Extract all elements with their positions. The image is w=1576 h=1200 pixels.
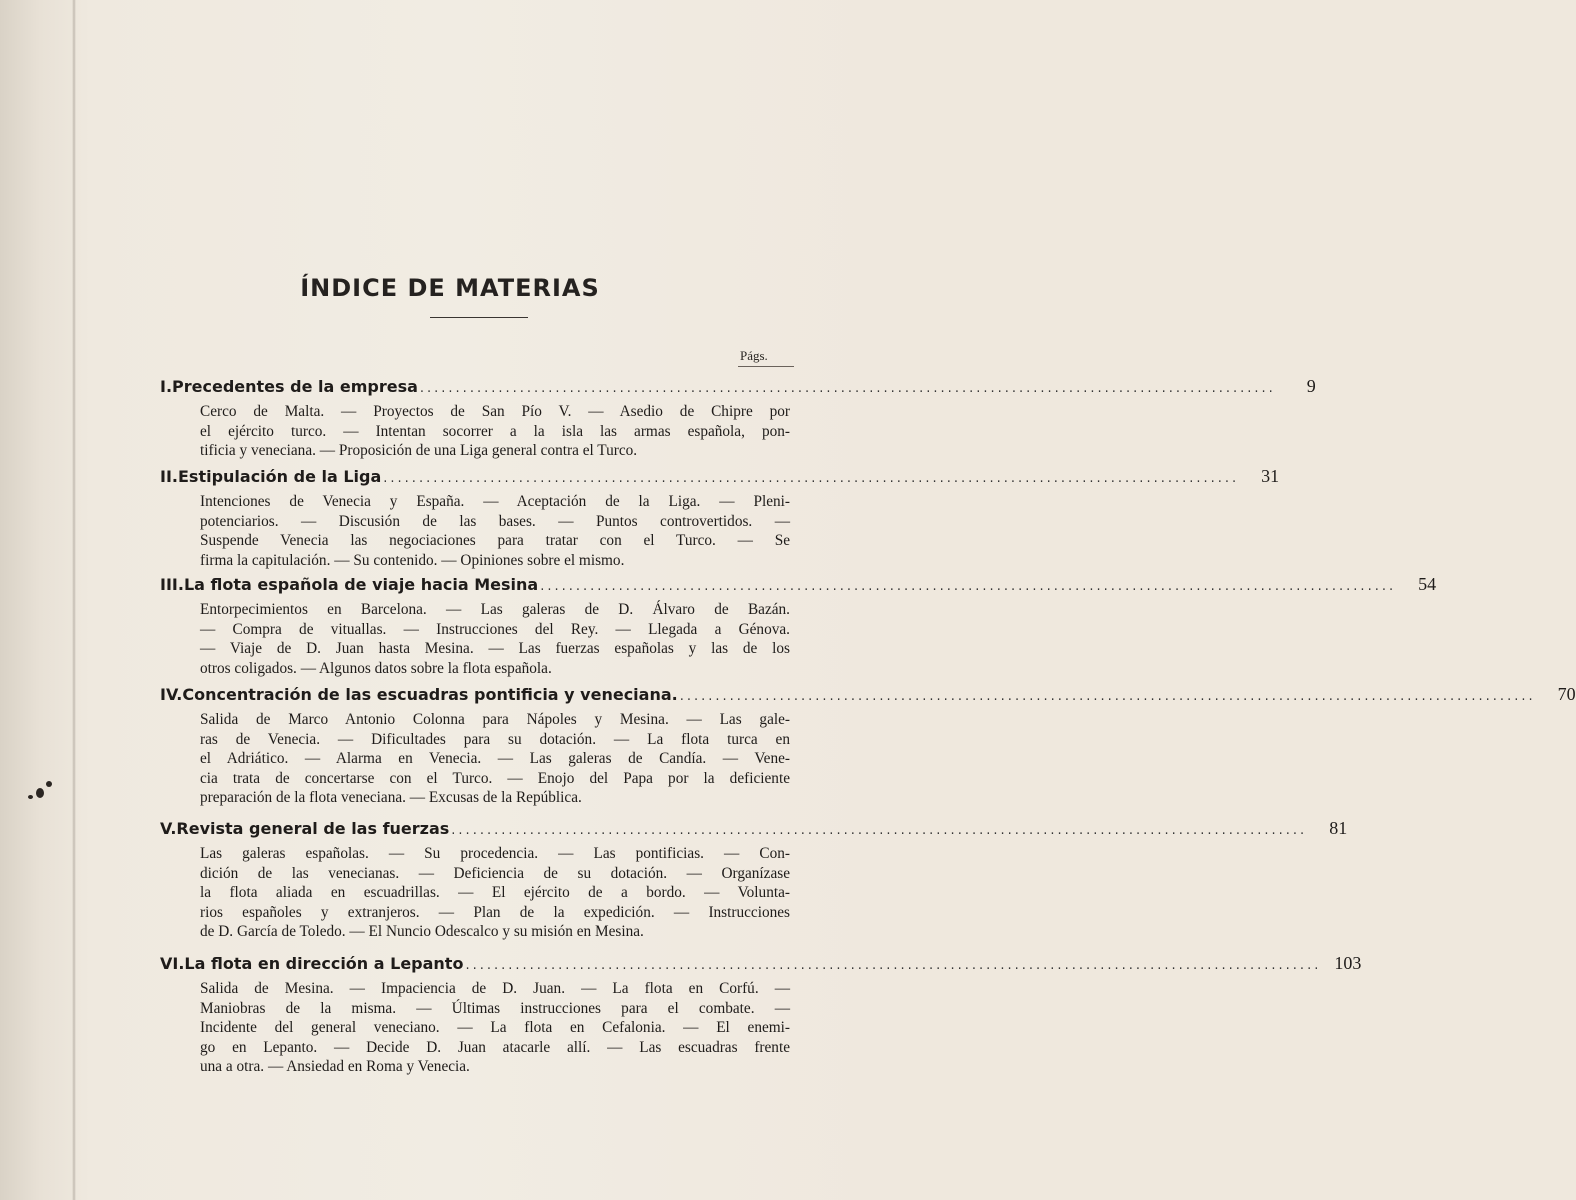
page-number: 81 [1329,818,1348,838]
chapter-summary [160,492,790,570]
chapter-heading [160,376,1316,402]
summary-line: el ejército turco. — Intentan socorrer a la isla las armas española, pon- [200,422,790,440]
summary-line: dición de las venecianas. — Deficiencia de su dotación. — Organízase [200,864,790,882]
leader-dots: ........................................................................................................................ [451,823,1308,838]
chapter-number: V. [160,819,177,838]
summary-line: Salida de Mesina. — Impaciencia de D. Juan. — La flota en Corfú. — [200,980,790,997]
chapter-number: IV. [160,685,183,704]
page-number: 31 [1261,466,1280,486]
chapter-title: La flota en dirección a Lepanto [184,954,464,973]
summary-line: una a otra. — Ansiedad en Roma y Venecia. [200,1058,470,1076]
summary-line: Suspende Venecia las negociaciones para tratar con el Turco. — Se [200,532,790,550]
chapter-number: III. [160,575,184,594]
summary-line: Maniobras de la misma. — Últimas instrucciones para el combate. — [200,999,790,1017]
chapter-summary [160,600,790,678]
contents-entry [160,953,1362,1077]
summary-line: Incidente del general veneciano. — La flota en Cefalonia. — El enemi- [200,1019,790,1037]
page-number: 9 [1306,376,1316,396]
page-number: 103 [1334,953,1362,973]
contents-entry [160,684,1576,808]
summary-line: cia trata de concertarse con el Turco. — Enojo del Papa por la deficiente [200,769,790,787]
page-gutter [72,0,76,1200]
leader-dots: ........................................................................................................................ [383,471,1240,486]
chapter-title: Revista general de las fuerzas [176,819,450,838]
leader-dots: ........................................................................................................................ [465,958,1322,973]
ink-stain [46,781,52,787]
chapter-title: Concentración de las escuadras pontificia y veneciana. [182,685,678,704]
summary-line: rios españoles y extranjeros. — Plan de la expedición. — Instrucciones [200,903,790,921]
chapter-number: II. [160,467,178,486]
page-number: 70 [1557,684,1576,704]
chapter-heading [160,466,1280,492]
summary-line: preparación de la flota veneciana. — Excusas de la República. [200,789,582,807]
summary-line: Las galeras españolas. — Su procedencia. — Las pontificias. — Con- [200,845,790,862]
contents-entry [160,574,1437,678]
summary-line: Salida de Marco Antonio Colonna para Nápoles y Mesina. — Las gale- [200,711,790,728]
summary-line: otros coligados. — Algunos datos sobre la flota española. [200,659,552,677]
chapter-heading [160,574,1437,600]
chapter-title: Precedentes de la empresa [172,377,418,396]
leader-dots: ........................................................................................................................ [679,689,1536,704]
leader-dots: ........................................................................................................................ [540,579,1397,594]
chapter-title: La flota española de viaje hacia Mesina [183,575,539,594]
page-number: 54 [1418,574,1437,594]
contents-entry [160,818,1348,942]
chapter-summary [160,844,790,942]
summary-line: Intenciones de Venecia y España. — Aceptación de la Liga. — Pleni- [200,493,790,510]
chapter-number: VI. [160,954,185,973]
title-rule [430,317,528,318]
ink-stain [36,788,44,798]
summary-line: Cerco de Malta. — Proyectos de San Pío V. — Asedio de Chipre por [200,403,790,420]
contents-entry [160,376,1316,461]
chapter-number: I. [160,377,173,396]
summary-line: — Viaje de D. Juan hasta Mesina. — Las fuerzas españolas y las de los [200,640,790,658]
summary-line: tificia y veneciana. — Proposición de una Liga general contra el Turco. [200,442,638,460]
chapter-summary [160,710,790,808]
pages-label-rule [738,366,794,367]
summary-line: go en Lepanto. — Decide D. Juan atacarle allí. — Las escuadras frente [200,1038,790,1056]
chapter-heading [160,684,1576,710]
summary-line: de D. García de Toledo. — El Nuncio Odescalco y su misión en Mesina. [200,923,644,941]
page-title: ÍNDICE DE MATERIAS [300,274,600,302]
ink-stain [28,795,33,799]
pages-column-label: Págs. [740,348,768,363]
chapter-heading [160,818,1348,844]
summary-line: — Compra de vituallas. — Instrucciones del Rey. — Llegada a Génova. [200,620,790,638]
chapter-title: Estipulación de la Liga [177,467,382,486]
summary-line: el Adriático. — Alarma en Venecia. — Las galeras de Candía. — Vene- [200,750,790,768]
contents-entry [160,466,1280,570]
summary-line: potenciarios. — Discusión de las bases. — Puntos controvertidos. — [200,512,790,530]
leader-dots: ........................................................................................................................ [419,381,1276,396]
chapter-summary [160,402,790,461]
summary-line: firma la capitulación. — Su contenido. — Opiniones sobre el mismo. [200,551,625,569]
summary-line: Entorpecimientos en Barcelona. — Las galeras de D. Álvaro de Bazán. [200,601,790,618]
summary-line: ras de Venecia. — Dificultades para su dotación. — La flota turca en [200,730,790,748]
summary-line: la flota aliada en escuadrillas. — El ejército de a bordo. — Volunta- [200,884,790,902]
chapter-heading [160,953,1362,979]
chapter-summary [160,979,790,1077]
